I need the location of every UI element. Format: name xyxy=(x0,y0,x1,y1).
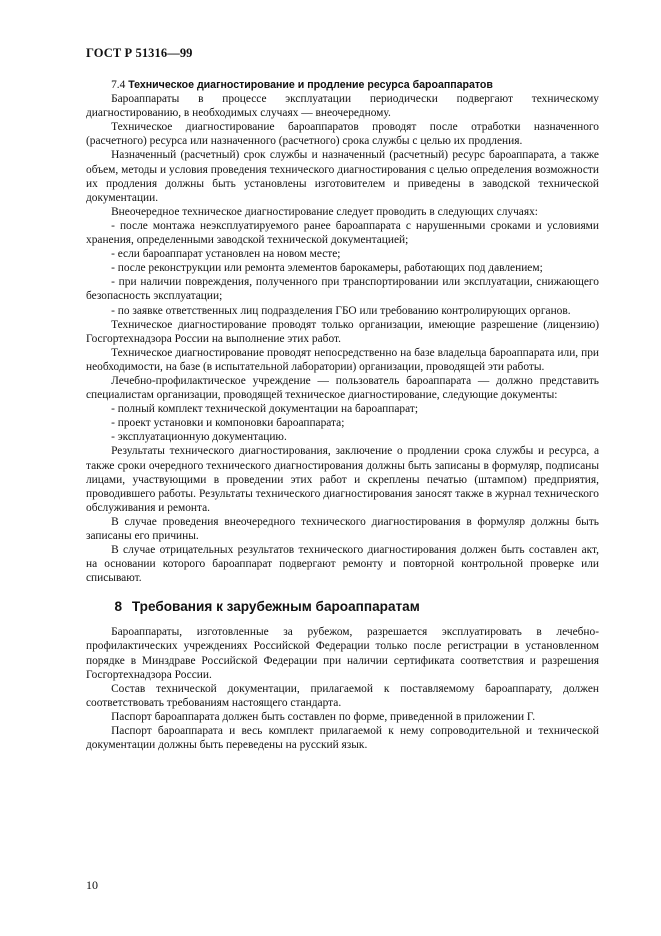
paragraph: Техническое диагностирование проводят непосредственно на базе владельца бароаппарата или, при необходимости, на базе (в испытательной лаборатории) организации, проводящей эти работы. xyxy=(86,346,599,373)
page-number: 10 xyxy=(86,878,98,892)
list-item: - полный комплект технической документации на бароаппарат; xyxy=(111,403,418,416)
paragraph: Паспорт бароаппарата и весь комплект прилагаемой к нему сопроводительной и технической документации должны быть переведены на русский язык. xyxy=(86,725,599,752)
page-content xyxy=(86,78,599,752)
paragraph: Бароаппараты в процессе эксплуатации периодически подвергают техническому диагностированию, в необходимых случаях — внеочередному. xyxy=(86,93,599,120)
paragraph: Состав технической документации, прилагаемой к поставляемому бароаппарату, должен соответствовать требованиям настоящего стандарта. xyxy=(86,682,599,709)
section-title: Требования к зарубежным бароаппаратам xyxy=(131,599,420,615)
subsection-title: Техническое диагностирование и продление ресурса бароаппаратов xyxy=(128,79,493,91)
list-item: - после реконструкции или ремонта элементов барокамеры, работающих под давлением; xyxy=(111,262,543,275)
paragraph: В случае отрицательных результатов технического диагностирования должен быть составлен акт, на основании которого бароаппарат подвергают ремонту и повторной контрольной проверке или списывают. xyxy=(86,544,599,585)
list-item: - проект установки и компоновки бароаппарата; xyxy=(111,417,345,430)
list-item: - при наличии повреждения, полученного при транспортировании или эксплуатации, снижающего безопасность эксплуатации; xyxy=(86,276,599,303)
list-item: - по заявке ответственных лиц подразделения ГБО или требованию контролирующих органов. xyxy=(111,304,571,317)
paragraph: Назначенный (расчетный) срок службы и назначенный (расчетный) ресурс бароаппарата, а также объем, методы и условия проведения технического диагностирования с целью определения возможности их продления должны быть установлены изготовителем и приведены в заводской технической документации. xyxy=(86,149,599,204)
document-code-header: ГОСТ Р 51316—99 xyxy=(86,46,193,60)
list-item: - если бароаппарат установлен на новом месте; xyxy=(111,248,341,261)
paragraph: Внеочередное техническое диагностирование следует проводить в следующих случаях: xyxy=(111,205,538,218)
paragraph: Результаты технического диагностирования, заключение о продлении срока службы и ресурса, а также сроки очередного технического диагностирования должны быть записаны в формуляр, подписаны лицами, участвующими в проведении этих работ и скреплены печатью (штампом) предприятия, проводившего работы. Результаты технического диагностирования заносят также в журнал технического обслуживания и ремонта. xyxy=(86,445,599,514)
paragraph: Бароаппараты, изготовленные за рубежом, разрешается эксплуатировать в лечебно-профилактических учреждениях Российской Федерации только после регистрации в установленном порядке в Минздраве Российской Федерации при наличии сертификата соответствия и разрешения Госгортехнадзора России. xyxy=(86,626,599,681)
list-item: - эксплуатационную документацию. xyxy=(111,431,287,444)
paragraph: Техническое диагностирование проводят только организации, имеющие разрешение (лицензию) Госгортехнадзора России на выполнение этих работ. xyxy=(86,318,599,345)
paragraph: Техническое диагностирование бароаппаратов проводят после отработки назначенного (расчетного) ресурса или назначенного (расчетного) срока службы с целью их продления. xyxy=(86,121,599,148)
subsection-heading xyxy=(86,78,599,92)
section-heading xyxy=(86,599,599,615)
subsection-number: 7.4 xyxy=(111,79,126,91)
section-number: 8 xyxy=(114,599,123,615)
paragraph: В случае проведения внеочередного технического диагностирования в формуляр должны быть записаны его причины. xyxy=(86,515,599,542)
paragraph: Паспорт бароаппарата должен быть составлен по форме, приведенной в приложении Г. xyxy=(111,710,536,723)
list-item: - после монтажа неэксплуатируемого ранее бароаппарата с нарушенными сроками и условиями хранения, определенными заводской технической документацией; xyxy=(86,219,599,247)
paragraph: Лечебно-профилактическое учреждение — пользователь бароаппарата — должно представить специалистам организации, проводящей техническое диагностирование, следующие документы: xyxy=(86,374,599,402)
